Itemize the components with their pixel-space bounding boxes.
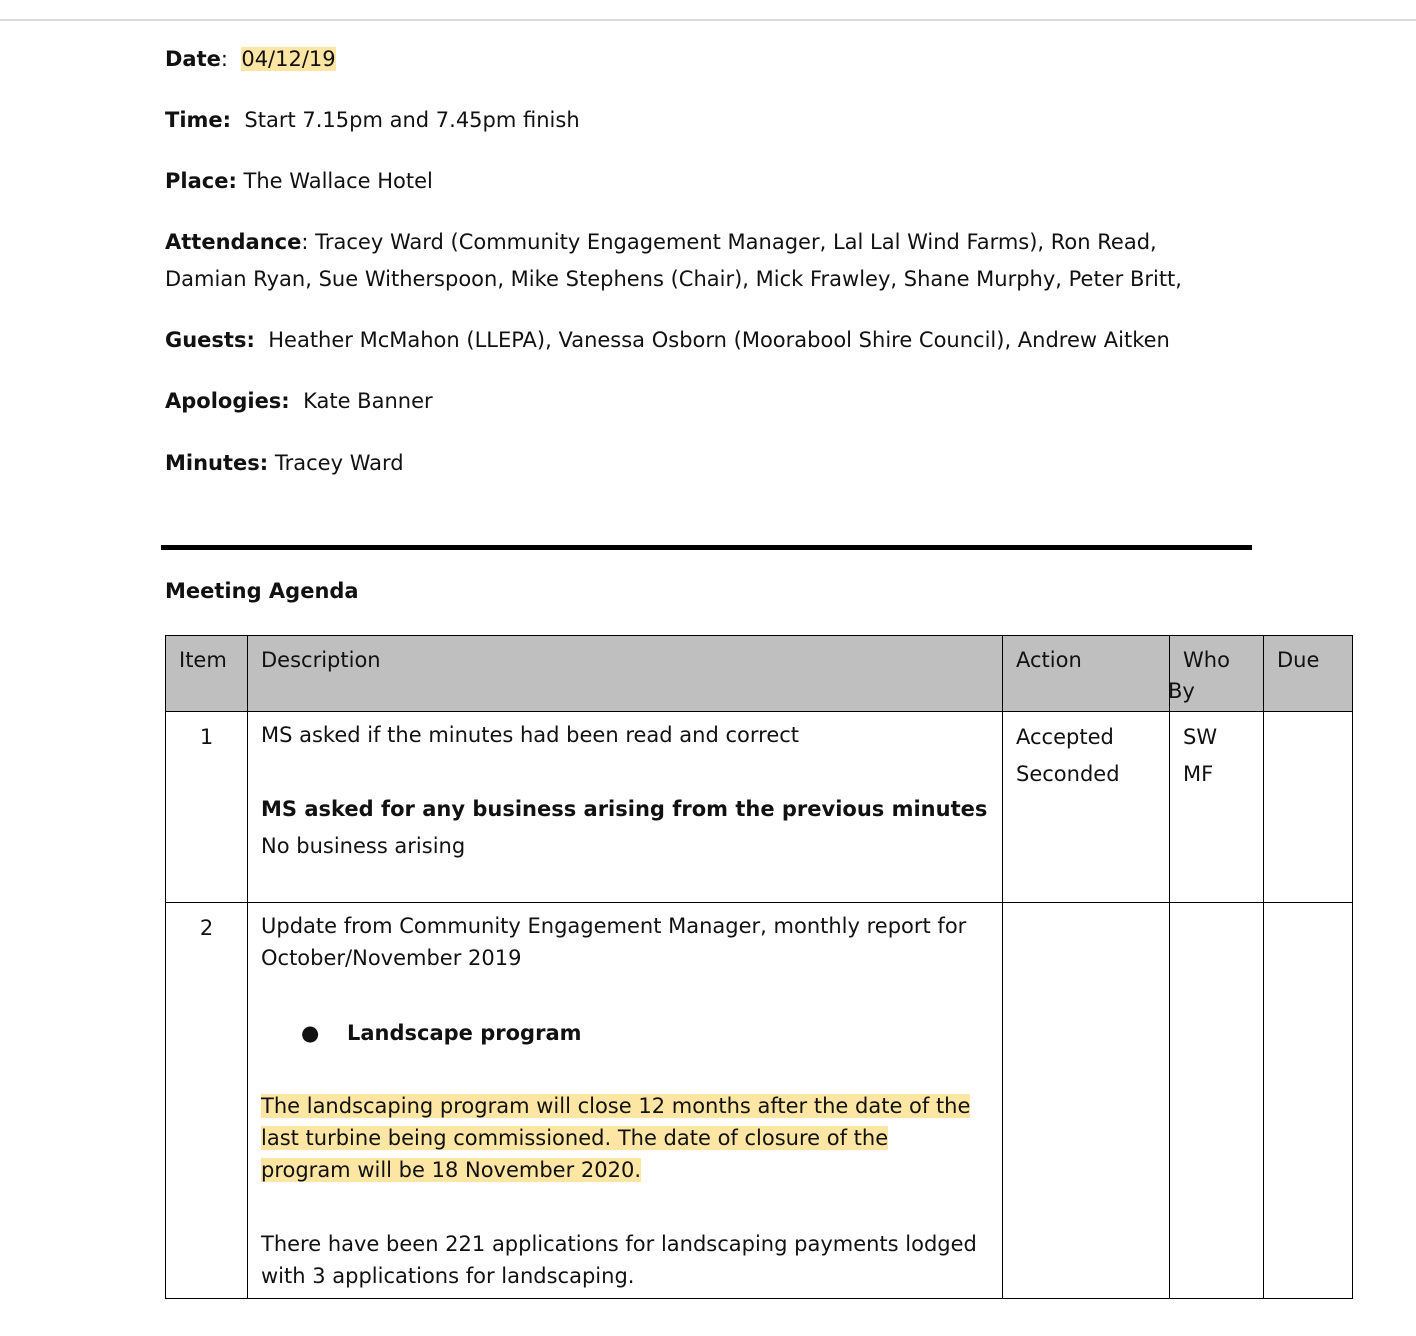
- row-2-highlighted-paragraph: [261, 1090, 988, 1186]
- row-2-action: [1003, 903, 1170, 1299]
- header-who-by: [1170, 636, 1264, 712]
- header-who-label: Who: [1183, 648, 1230, 672]
- attendance-line-1: Attendance: Tracey Ward (Community Engagement Manager, Lal Lal Wind Farms), Ron Read,: [165, 230, 1157, 254]
- header-due-label: Due: [1277, 648, 1320, 672]
- row-2-bullet-text: Landscape program: [347, 1021, 582, 1045]
- row-1-action-1: Accepted: [1016, 725, 1114, 749]
- header-item-label: Item: [179, 648, 227, 672]
- attendance-value-1: Tracey Ward (Community Engagement Manager, Lal Lal Wind Farms), Ron Read,: [315, 230, 1157, 254]
- table-row: [166, 712, 1353, 903]
- row-2-description: [248, 903, 1003, 1299]
- minutes-value: Tracey Ward: [274, 451, 404, 475]
- row-1-desc-text-1: MS asked if the minutes had been read and correct: [261, 723, 800, 747]
- header-description-label: Description: [261, 648, 381, 672]
- guests-value: Heather McMahon (LLEPA), Vanessa Osborn (Moorabool Shire Council), Andrew Aitken: [268, 328, 1170, 352]
- minutes-line: [165, 445, 1265, 482]
- row-2-item-number: 2: [199, 916, 214, 940]
- row-2-para-line-1: There have been 221 applications for landscaping payments lodged: [261, 1232, 977, 1256]
- header-by-label: By: [1168, 679, 1195, 703]
- row-1-who-2: MF: [1183, 762, 1214, 786]
- row-2-highlight-line-2: last turbine being commissioned. The date of closure of the: [261, 1126, 889, 1150]
- guests-line: [165, 322, 1265, 359]
- section-divider: [161, 545, 1252, 550]
- attendance-line-2: Damian Ryan, Sue Witherspoon, Mike Stephens (Chair), Mick Frawley, Shane Murphy, Peter Britt,: [165, 267, 1182, 291]
- row-2-desc-text-1b: October/November 2019: [261, 946, 522, 970]
- minutes-label: Minutes:: [165, 451, 269, 475]
- attendance-block: [165, 224, 1265, 298]
- table-row: [166, 903, 1353, 1299]
- time-value: Start 7.15pm and 7.45pm finish: [244, 108, 580, 132]
- place-label: Place:: [165, 169, 237, 193]
- row-2-who: [1170, 903, 1264, 1299]
- place-line: [165, 163, 1265, 200]
- row-2-desc-text-1a: Update from Community Engagement Manager, monthly report for: [261, 914, 967, 938]
- row-1-who-1: SW: [1183, 725, 1218, 749]
- row-1-who-content: [1170, 712, 1263, 793]
- row-2-highlight-line-3: program will be 18 November 2020.: [261, 1158, 642, 1182]
- row-1-desc-text-3: No business arising: [261, 834, 466, 858]
- agenda-title: Meeting Agenda: [165, 579, 359, 603]
- header-description: [248, 636, 1003, 712]
- row-1-action-2: Seconded: [1016, 762, 1120, 786]
- date-value: 04/12/19: [241, 47, 336, 71]
- agenda-table: [165, 635, 1353, 1299]
- date-label: Date: [165, 47, 221, 71]
- attendance-label: Attendance: [165, 230, 302, 254]
- row-1-action: [1003, 712, 1170, 903]
- header-due: [1264, 636, 1353, 712]
- header-item: [166, 636, 248, 712]
- row-1-description-content: [248, 712, 1002, 862]
- guests-label: Guests:: [165, 328, 255, 352]
- apologies-line: [165, 383, 1265, 420]
- row-1-description: [248, 712, 1003, 903]
- row-1-desc-bold: MS asked for any business arising from the previous minutes: [261, 797, 988, 821]
- agenda-header-row: [166, 636, 1353, 712]
- page-top-border: [0, 19, 1416, 21]
- row-2-para-line-2: with 3 applications for landscaping.: [261, 1264, 635, 1288]
- row-1-item-number: 1: [199, 725, 214, 749]
- time-line: [165, 102, 1265, 139]
- apologies-value: Kate Banner: [303, 389, 433, 413]
- row-2-item: [166, 903, 248, 1299]
- apologies-label: Apologies:: [165, 389, 290, 413]
- row-1-item: [166, 712, 248, 903]
- row-2-description-content: [248, 903, 1002, 1292]
- header-action: [1003, 636, 1170, 712]
- time-label: Time:: [165, 108, 232, 132]
- row-1-action-content: [1003, 712, 1169, 793]
- row-2-highlight-line-1: The landscaping program will close 12 months after the date of the: [261, 1094, 971, 1118]
- bullet-icon: ●: [301, 1021, 320, 1045]
- date-line: Date: 04/12/19: [165, 47, 336, 71]
- row-2-bullet-item: [301, 1016, 988, 1050]
- row-2-due: [1264, 903, 1353, 1299]
- row-1-who: [1170, 712, 1264, 903]
- row-1-due: [1264, 712, 1353, 903]
- place-value: The Wallace Hotel: [243, 169, 433, 193]
- header-action-label: Action: [1016, 648, 1082, 672]
